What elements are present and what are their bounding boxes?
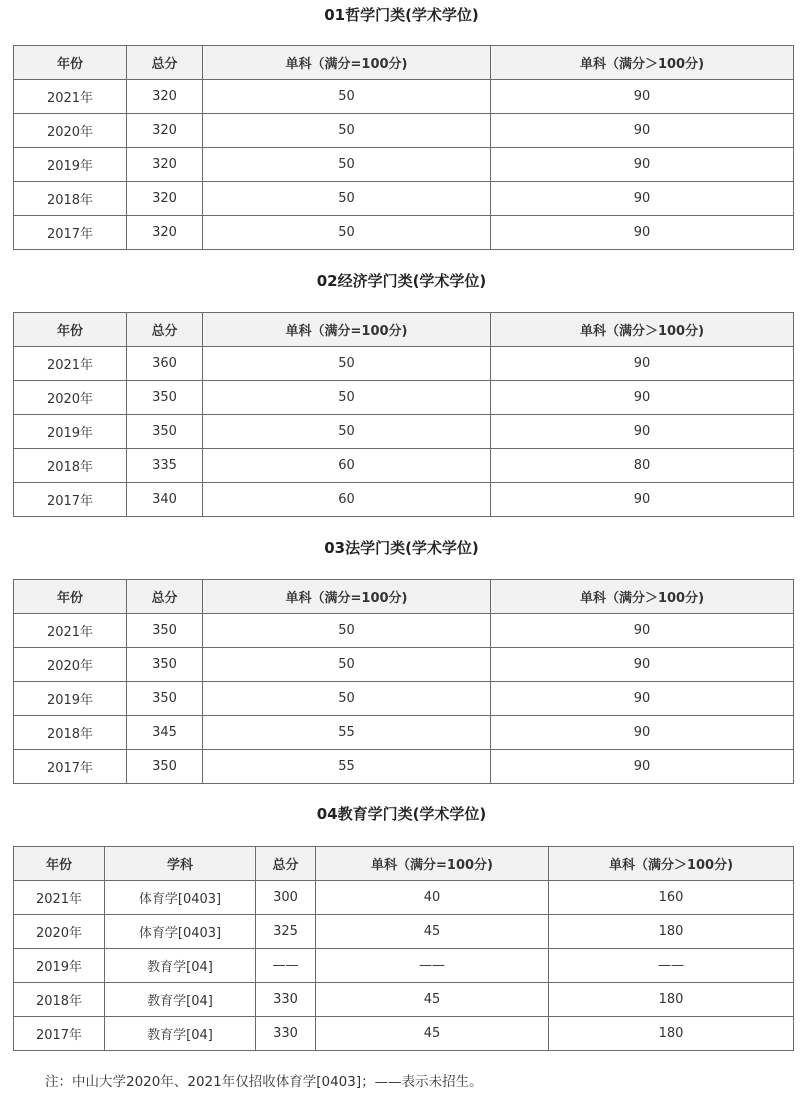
cell-year: 2021年 (14, 881, 105, 915)
cell-single-over-100: 180 (549, 983, 794, 1017)
cell-single-100: 50 (203, 648, 491, 682)
header-single-over-100: 单科（满分＞100分) (549, 847, 794, 881)
table-header-row (14, 46, 794, 80)
cell-single-over-100: 90 (491, 682, 794, 716)
table-row (14, 716, 794, 750)
table-row (14, 949, 794, 983)
cell-total: 350 (127, 682, 203, 716)
cell-total: 345 (127, 716, 203, 750)
cell-year: 2018年 (14, 182, 127, 216)
cell-single-over-100: 90 (491, 114, 794, 148)
cell-year: 2018年 (14, 716, 127, 750)
cell-year: 2021年 (14, 347, 127, 381)
cell-year: 2017年 (14, 750, 127, 784)
cell-single-100: 50 (203, 347, 491, 381)
cell-year: 2018年 (14, 449, 127, 483)
header-total: 总分 (127, 46, 203, 80)
table-row (14, 347, 794, 381)
header-single-over-100: 单科（满分＞100分) (491, 580, 794, 614)
cell-single-over-100: 90 (491, 182, 794, 216)
table-row (14, 449, 794, 483)
header-year: 年份 (14, 847, 105, 881)
cell-single-over-100: —— (549, 949, 794, 983)
cell-year: 2019年 (14, 415, 127, 449)
cell-single-over-100: 180 (549, 1017, 794, 1051)
cell-year: 2019年 (14, 148, 127, 182)
cell-year: 2017年 (14, 216, 127, 250)
cell-single-over-100: 90 (491, 148, 794, 182)
header-single-100: 单科（满分=100分) (203, 46, 491, 80)
cell-single-over-100: 90 (491, 381, 794, 415)
cell-total: 335 (127, 449, 203, 483)
cell-total: 320 (127, 80, 203, 114)
table-row (14, 483, 794, 517)
cell-year: 2017年 (14, 483, 127, 517)
cell-single-over-100: 90 (491, 216, 794, 250)
cell-single-100: 55 (203, 750, 491, 784)
table-row (14, 881, 794, 915)
cell-single-over-100: 90 (491, 80, 794, 114)
cell-total: 350 (127, 750, 203, 784)
cell-single-100: 40 (316, 881, 549, 915)
cell-year: 2020年 (14, 915, 105, 949)
cell-total: 350 (127, 648, 203, 682)
cell-single-100: 45 (316, 1017, 549, 1051)
cell-year: 2020年 (14, 381, 127, 415)
cell-total: 320 (127, 216, 203, 250)
header-single-100: 单科（满分=100分) (203, 580, 491, 614)
table-row (14, 80, 794, 114)
table-row (14, 216, 794, 250)
cell-single-100: 45 (316, 915, 549, 949)
cell-single-100: 60 (203, 483, 491, 517)
cell-single-100: 50 (203, 682, 491, 716)
cell-subject: 教育学[04] (105, 1017, 256, 1051)
table-row (14, 1017, 794, 1051)
cell-single-over-100: 90 (491, 716, 794, 750)
header-subject: 学科 (105, 847, 256, 881)
cell-single-over-100: 90 (491, 648, 794, 682)
cell-subject: 教育学[04] (105, 949, 256, 983)
cell-year: 2020年 (14, 114, 127, 148)
table-row (14, 750, 794, 784)
header-year: 年份 (14, 313, 127, 347)
cell-year: 2021年 (14, 614, 127, 648)
cell-subject: 体育学[0403] (105, 881, 256, 915)
table-header-row (14, 847, 794, 881)
cell-single-100: 50 (203, 216, 491, 250)
cell-single-100: 50 (203, 114, 491, 148)
table-row (14, 148, 794, 182)
cell-total: 325 (256, 915, 316, 949)
cell-single-100: 50 (203, 148, 491, 182)
table-row (14, 182, 794, 216)
table-row (14, 114, 794, 148)
cell-single-over-100: 80 (491, 449, 794, 483)
section-title-education: 04教育学门类(学术学位) (316, 805, 487, 823)
cell-total: 320 (127, 148, 203, 182)
table-row (14, 915, 794, 949)
cell-single-100: 45 (316, 983, 549, 1017)
cell-total: 360 (127, 347, 203, 381)
score-table-economics (13, 312, 794, 517)
cell-single-over-100: 90 (491, 614, 794, 648)
table-row (14, 682, 794, 716)
table-row (14, 983, 794, 1017)
cell-year: 2020年 (14, 648, 127, 682)
cell-single-100: 55 (203, 716, 491, 750)
cell-year: 2017年 (14, 1017, 105, 1051)
score-table-law (13, 579, 794, 784)
score-table-philosophy (13, 45, 794, 250)
table-header-row (14, 580, 794, 614)
cell-single-over-100: 160 (549, 881, 794, 915)
cell-subject: 教育学[04] (105, 983, 256, 1017)
cell-single-100: 50 (203, 415, 491, 449)
cell-total: 300 (256, 881, 316, 915)
cell-single-over-100: 180 (549, 915, 794, 949)
cell-total: 350 (127, 614, 203, 648)
header-total: 总分 (127, 580, 203, 614)
table-row (14, 415, 794, 449)
section-title-philosophy: 01哲学门类(学术学位) (324, 6, 479, 24)
header-single-over-100: 单科（满分＞100分) (491, 46, 794, 80)
cell-single-100: 50 (203, 80, 491, 114)
header-single-100: 单科（满分=100分) (203, 313, 491, 347)
cell-total: 350 (127, 381, 203, 415)
header-year: 年份 (14, 580, 127, 614)
header-total: 总分 (127, 313, 203, 347)
cell-total: 330 (256, 1017, 316, 1051)
cell-single-100: 50 (203, 614, 491, 648)
cell-subject: 体育学[0403] (105, 915, 256, 949)
cell-single-over-100: 90 (491, 415, 794, 449)
cell-year: 2018年 (14, 983, 105, 1017)
section-title-economics: 02经济学门类(学术学位) (316, 272, 487, 290)
header-year: 年份 (14, 46, 127, 80)
cell-single-over-100: 90 (491, 483, 794, 517)
table-row (14, 381, 794, 415)
cell-year: 2021年 (14, 80, 127, 114)
cell-single-100: 50 (203, 182, 491, 216)
cell-year: 2019年 (14, 949, 105, 983)
table-header-row (14, 313, 794, 347)
table-row (14, 648, 794, 682)
cell-total: 330 (256, 983, 316, 1017)
cell-single-over-100: 90 (491, 750, 794, 784)
cell-total: 350 (127, 415, 203, 449)
footnote: 注：中山大学2020年、2021年仅招收体育学[0403]；——表示未招生。 (45, 1074, 483, 1090)
score-table-education (13, 846, 794, 1051)
cell-single-100: 60 (203, 449, 491, 483)
cell-year: 2019年 (14, 682, 127, 716)
table-row (14, 614, 794, 648)
cell-total: 320 (127, 114, 203, 148)
cell-total: —— (256, 949, 316, 983)
header-single-100: 单科（满分=100分) (316, 847, 549, 881)
section-title-law: 03法学门类(学术学位) (324, 539, 479, 557)
cell-single-100: 50 (203, 381, 491, 415)
cell-total: 340 (127, 483, 203, 517)
header-total: 总分 (256, 847, 316, 881)
cell-single-100: —— (316, 949, 549, 983)
cell-total: 320 (127, 182, 203, 216)
header-single-over-100: 单科（满分＞100分) (491, 313, 794, 347)
cell-single-over-100: 90 (491, 347, 794, 381)
